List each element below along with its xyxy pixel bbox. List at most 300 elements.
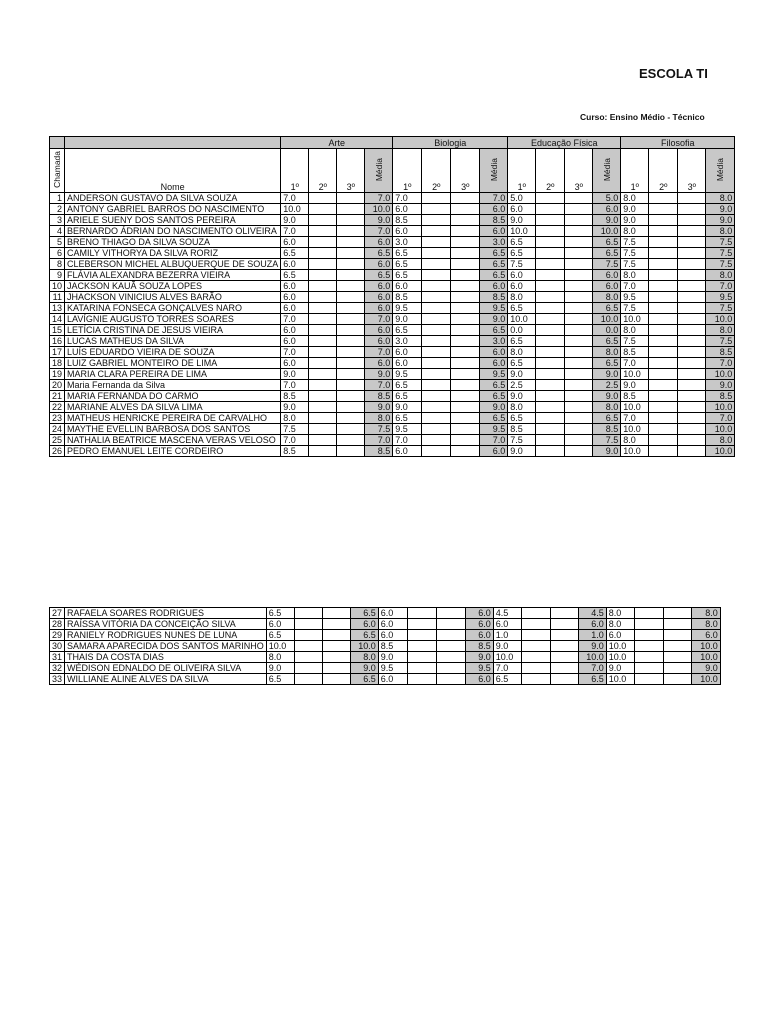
- grade-term-2: [309, 369, 337, 380]
- student-name: ANDERSON GUSTAVO DA SILVA SOUZA: [65, 193, 281, 204]
- grade-term-3: [322, 674, 350, 685]
- grade-term-3: [550, 641, 578, 652]
- grade-term-1: 6.5: [508, 237, 536, 248]
- media-label: Média: [373, 157, 384, 182]
- grade-term-2: [536, 226, 565, 237]
- grade-term-1: 9.5: [393, 424, 422, 435]
- grade-term-2: [536, 391, 565, 402]
- grade-average: 6.0: [465, 630, 493, 641]
- grade-term-2: [422, 303, 451, 314]
- grade-average: 8.5: [480, 292, 508, 303]
- term-header: 3º: [565, 149, 593, 193]
- grade-term-3: [337, 314, 365, 325]
- grade-term-2: [422, 215, 451, 226]
- grade-term-3: [565, 303, 593, 314]
- grade-term-3: [337, 259, 365, 270]
- grade-average: 10.0: [350, 641, 378, 652]
- grade-term-2: [309, 193, 337, 204]
- grade-term-1: 7.0: [393, 193, 422, 204]
- grade-average: 9.0: [465, 652, 493, 663]
- grade-term-3: [678, 248, 706, 259]
- grade-term-2: [649, 369, 678, 380]
- grade-average: 9.0: [706, 204, 735, 215]
- grade-term-1: 9.5: [621, 292, 649, 303]
- grade-term-3: [565, 380, 593, 391]
- grade-term-1: 9.5: [393, 303, 422, 314]
- grade-term-2: [309, 292, 337, 303]
- grade-term-2: [309, 424, 337, 435]
- grade-term-2: [309, 413, 337, 424]
- grade-term-1: 6.5: [508, 336, 536, 347]
- grade-term-1: 8.0: [508, 292, 536, 303]
- roll-number: 26: [50, 446, 65, 457]
- grade-term-2: [634, 652, 663, 663]
- grade-term-1: 6.5: [508, 303, 536, 314]
- student-row: [50, 270, 735, 281]
- grade-average: 6.0: [465, 619, 493, 630]
- grade-term-3: [451, 402, 480, 413]
- grade-average: 6.5: [365, 270, 393, 281]
- student-name: ANTONY GABRIEL BARROS DO NASCIMENTO: [65, 204, 281, 215]
- grade-term-3: [451, 391, 480, 402]
- grade-average: 8.0: [365, 413, 393, 424]
- grade-term-3: [337, 435, 365, 446]
- header-blank: [65, 137, 281, 149]
- grade-term-2: [309, 435, 337, 446]
- grade-average: 7.5: [706, 259, 735, 270]
- grade-term-2: [536, 424, 565, 435]
- grade-term-1: 9.0: [606, 663, 634, 674]
- grade-average: 10.0: [593, 314, 621, 325]
- student-row: [50, 193, 735, 204]
- student-name: RAÍSSA VITÓRIA DA CONCEIÇÃO SILVA: [65, 619, 267, 630]
- grade-term-1: 6.0: [606, 630, 634, 641]
- term-header: 3º: [451, 149, 480, 193]
- grade-term-2: [521, 663, 550, 674]
- grade-term-1: 10.0: [508, 226, 536, 237]
- grade-term-2: [649, 446, 678, 457]
- grade-term-3: [565, 204, 593, 215]
- grade-average: 6.0: [691, 630, 720, 641]
- grade-term-3: [451, 358, 480, 369]
- grade-term-3: [678, 237, 706, 248]
- grade-average: 6.0: [465, 674, 493, 685]
- grade-average: 7.0: [480, 193, 508, 204]
- grade-term-3: [451, 215, 480, 226]
- grade-term-1: 8.5: [378, 641, 407, 652]
- grade-average: 7.0: [365, 226, 393, 237]
- grade-term-2: [649, 391, 678, 402]
- grade-term-2: [294, 608, 322, 619]
- grade-average: 8.0: [706, 325, 735, 336]
- grade-term-3: [678, 358, 706, 369]
- grade-term-2: [649, 226, 678, 237]
- student-row: [50, 608, 721, 619]
- student-name: ARIELE SUENY DOS SANTOS PEREIRA: [65, 215, 281, 226]
- student-row: [50, 204, 735, 215]
- grade-term-1: 7.0: [493, 663, 521, 674]
- grade-average: 6.0: [480, 446, 508, 457]
- grade-term-2: [521, 619, 550, 630]
- media-header: [706, 149, 735, 193]
- grade-term-1: 10.0: [281, 204, 309, 215]
- roll-number: 1: [50, 193, 65, 204]
- grade-term-2: [422, 259, 451, 270]
- grade-term-3: [436, 630, 465, 641]
- grade-term-3: [565, 193, 593, 204]
- grade-average: 6.0: [480, 281, 508, 292]
- grade-average: 10.0: [706, 369, 735, 380]
- grade-average: 4.5: [578, 608, 606, 619]
- grade-term-3: [678, 259, 706, 270]
- grades-table-top: [49, 136, 735, 457]
- term-header: 2º: [649, 149, 678, 193]
- grade-term-2: [407, 608, 436, 619]
- grade-term-2: [294, 663, 322, 674]
- grade-average: 10.0: [706, 424, 735, 435]
- grade-average: 7.5: [593, 259, 621, 270]
- grade-average: 6.5: [350, 674, 378, 685]
- grade-average: 10.0: [691, 652, 720, 663]
- grade-term-1: 6.0: [393, 446, 422, 457]
- grade-term-3: [663, 652, 691, 663]
- student-row: [50, 336, 735, 347]
- grade-term-2: [309, 270, 337, 281]
- grade-term-1: 8.0: [606, 608, 634, 619]
- grade-term-1: 4.5: [493, 608, 521, 619]
- grade-term-2: [294, 641, 322, 652]
- grade-term-2: [422, 424, 451, 435]
- grade-term-2: [536, 402, 565, 413]
- grade-term-3: [678, 303, 706, 314]
- grade-term-2: [422, 347, 451, 358]
- student-name: LUIZ GABRIEL MONTEIRO DE LIMA: [65, 358, 281, 369]
- media-label: Média: [488, 157, 499, 182]
- grade-term-3: [451, 424, 480, 435]
- grade-term-1: 10.0: [621, 369, 649, 380]
- grade-term-2: [536, 435, 565, 446]
- grade-term-2: [309, 248, 337, 259]
- grade-average: 6.0: [593, 204, 621, 215]
- term-header: 1º: [621, 149, 649, 193]
- term-header: 1º: [281, 149, 309, 193]
- student-row: [50, 314, 735, 325]
- grade-term-1: 9.0: [621, 215, 649, 226]
- grade-term-3: [337, 193, 365, 204]
- grade-average: 8.0: [593, 292, 621, 303]
- grade-term-1: 6.0: [378, 674, 407, 685]
- grade-term-1: 6.5: [281, 248, 309, 259]
- grade-term-1: 10.0: [621, 314, 649, 325]
- grade-average: 9.0: [593, 391, 621, 402]
- grade-term-3: [337, 358, 365, 369]
- grade-average: 6.0: [465, 608, 493, 619]
- grade-average: 7.0: [365, 314, 393, 325]
- grade-average: 9.0: [706, 380, 735, 391]
- student-name: WÉDISON EDNALDO DE OLIVEIRA SILVA: [65, 663, 267, 674]
- grade-average: 6.5: [480, 325, 508, 336]
- grade-term-1: 10.0: [621, 402, 649, 413]
- grade-term-3: [451, 259, 480, 270]
- chamada-header: [50, 149, 65, 193]
- grade-average: 6.5: [593, 413, 621, 424]
- grade-term-3: [322, 630, 350, 641]
- students-body-top: [50, 193, 735, 457]
- grade-average: 8.5: [480, 215, 508, 226]
- grade-average: 7.0: [365, 380, 393, 391]
- roll-number: 21: [50, 391, 65, 402]
- grade-term-1: 10.0: [606, 641, 634, 652]
- grade-term-1: 6.5: [266, 630, 294, 641]
- grade-average: 7.5: [593, 435, 621, 446]
- grade-average: 8.5: [365, 391, 393, 402]
- student-row: [50, 347, 735, 358]
- grade-average: 9.0: [480, 314, 508, 325]
- grade-term-2: [536, 215, 565, 226]
- grade-term-3: [337, 281, 365, 292]
- grade-term-3: [678, 435, 706, 446]
- grade-term-2: [422, 193, 451, 204]
- grade-average: 6.0: [365, 292, 393, 303]
- grade-term-2: [536, 314, 565, 325]
- grade-average: 6.5: [480, 391, 508, 402]
- grade-term-3: [663, 663, 691, 674]
- grade-term-2: [634, 619, 663, 630]
- roll-number: 9: [50, 270, 65, 281]
- grade-term-1: 6.0: [393, 281, 422, 292]
- roll-number: 14: [50, 314, 65, 325]
- grade-term-2: [309, 281, 337, 292]
- grade-term-3: [663, 641, 691, 652]
- student-name: JHACKSON VINICIUS ALVES BARÃO: [65, 292, 281, 303]
- grade-term-2: [309, 325, 337, 336]
- grade-average: 6.5: [578, 674, 606, 685]
- grade-term-3: [678, 226, 706, 237]
- grade-term-3: [451, 292, 480, 303]
- grade-average: 2.5: [593, 380, 621, 391]
- grade-term-3: [663, 630, 691, 641]
- roll-number: 27: [50, 608, 65, 619]
- grade-average: 6.0: [593, 270, 621, 281]
- grade-term-1: 9.0: [621, 380, 649, 391]
- grade-term-1: 7.0: [621, 281, 649, 292]
- students-body-bottom: [50, 608, 721, 685]
- grade-average: 9.0: [593, 215, 621, 226]
- grade-term-3: [663, 608, 691, 619]
- student-name: THAIS DA COSTA DIAS: [65, 652, 267, 663]
- grade-term-2: [521, 674, 550, 685]
- roll-number: 2: [50, 204, 65, 215]
- grade-term-3: [565, 314, 593, 325]
- grade-term-3: [451, 347, 480, 358]
- grade-average: 8.0: [593, 347, 621, 358]
- grade-term-1: 7.5: [621, 237, 649, 248]
- grade-average: 7.5: [706, 303, 735, 314]
- school-title: ESCOLA TI: [639, 66, 708, 81]
- grade-term-3: [451, 237, 480, 248]
- grade-term-3: [565, 215, 593, 226]
- grade-term-3: [337, 325, 365, 336]
- grade-term-2: [422, 380, 451, 391]
- roll-number: 10: [50, 281, 65, 292]
- grade-term-1: 7.0: [281, 347, 309, 358]
- grade-average: 8.5: [706, 347, 735, 358]
- grade-term-1: 10.0: [621, 424, 649, 435]
- grade-term-2: [649, 193, 678, 204]
- student-name: LUÍS EDUARDO VIEIRA DE SOUZA: [65, 347, 281, 358]
- grade-term-2: [536, 325, 565, 336]
- term-header: 2º: [309, 149, 337, 193]
- student-row: [50, 237, 735, 248]
- grade-term-3: [322, 652, 350, 663]
- grade-term-3: [436, 619, 465, 630]
- student-row: [50, 652, 721, 663]
- grade-term-3: [565, 391, 593, 402]
- grade-term-3: [565, 413, 593, 424]
- grade-term-1: 9.5: [378, 663, 407, 674]
- roll-number: 23: [50, 413, 65, 424]
- grade-term-3: [436, 652, 465, 663]
- grade-term-2: [536, 204, 565, 215]
- grade-term-3: [550, 652, 578, 663]
- grade-average: 1.0: [578, 630, 606, 641]
- student-row: [50, 248, 735, 259]
- grade-average: 8.0: [350, 652, 378, 663]
- student-name: RANIELY RODRIGUES NUNES DE LUNA: [65, 630, 267, 641]
- grade-term-2: [521, 652, 550, 663]
- grade-average: 7.0: [578, 663, 606, 674]
- grade-term-2: [649, 325, 678, 336]
- roll-number: 8: [50, 259, 65, 270]
- term-header: 1º: [508, 149, 536, 193]
- roll-number: 17: [50, 347, 65, 358]
- grade-average: 10.0: [365, 204, 393, 215]
- grade-term-3: [451, 435, 480, 446]
- grade-term-1: 6.5: [508, 358, 536, 369]
- media-label: Média: [601, 157, 612, 182]
- grade-term-3: [678, 402, 706, 413]
- grade-average: 9.0: [593, 446, 621, 457]
- grade-term-1: 9.0: [508, 215, 536, 226]
- grade-term-3: [678, 424, 706, 435]
- grade-term-2: [309, 336, 337, 347]
- roll-number: 11: [50, 292, 65, 303]
- grade-term-2: [536, 369, 565, 380]
- grade-average: 9.0: [365, 369, 393, 380]
- grade-term-3: [565, 369, 593, 380]
- grade-term-3: [337, 204, 365, 215]
- grade-average: 10.0: [691, 641, 720, 652]
- grade-average: 8.0: [706, 270, 735, 281]
- grade-term-3: [436, 663, 465, 674]
- student-name: LETÍCIA CRISTINA DE JESUS VIEIRA: [65, 325, 281, 336]
- grade-term-2: [309, 380, 337, 391]
- grade-average: 8.0: [706, 435, 735, 446]
- grade-average: 7.0: [706, 358, 735, 369]
- media-header: [593, 149, 621, 193]
- grade-term-1: 8.0: [621, 325, 649, 336]
- grade-term-2: [422, 413, 451, 424]
- grade-average: 8.0: [691, 619, 720, 630]
- grade-term-1: 6.0: [378, 608, 407, 619]
- grade-term-1: 7.0: [281, 193, 309, 204]
- student-row: [50, 674, 721, 685]
- grade-term-2: [634, 674, 663, 685]
- grade-term-3: [337, 369, 365, 380]
- term-header: 1º: [393, 149, 422, 193]
- grade-term-3: [565, 281, 593, 292]
- grade-term-2: [649, 347, 678, 358]
- student-row: [50, 215, 735, 226]
- student-row: [50, 281, 735, 292]
- grade-average: 8.5: [365, 446, 393, 457]
- grade-average: 9.0: [593, 369, 621, 380]
- grade-term-1: 6.5: [393, 325, 422, 336]
- grade-average: 6.0: [480, 358, 508, 369]
- grade-term-2: [309, 446, 337, 457]
- student-name: WILLIANE ALINE ALVES DA SILVA: [65, 674, 267, 685]
- grade-average: 9.0: [578, 641, 606, 652]
- grade-term-1: 6.0: [493, 619, 521, 630]
- grade-term-3: [436, 608, 465, 619]
- grade-average: 6.5: [593, 358, 621, 369]
- grade-term-1: 8.5: [508, 424, 536, 435]
- roll-number: 16: [50, 336, 65, 347]
- grade-term-1: 6.0: [508, 204, 536, 215]
- grade-term-2: [649, 336, 678, 347]
- grade-term-2: [649, 402, 678, 413]
- grade-term-1: 9.0: [281, 402, 309, 413]
- grade-term-2: [422, 402, 451, 413]
- roll-number: 5: [50, 237, 65, 248]
- grade-term-3: [678, 446, 706, 457]
- grade-term-1: 8.0: [621, 435, 649, 446]
- grade-average: 7.0: [365, 435, 393, 446]
- grade-term-1: 7.0: [621, 413, 649, 424]
- grade-term-2: [649, 259, 678, 270]
- student-name: MARIANE ALVES DA SILVA LIMA: [65, 402, 281, 413]
- grade-term-1: 6.0: [281, 237, 309, 248]
- student-name: SAMARA APARECIDA DOS SANTOS MARINHO: [65, 641, 267, 652]
- grade-term-1: 6.5: [393, 380, 422, 391]
- grade-term-1: 6.0: [393, 204, 422, 215]
- grade-term-1: 6.5: [393, 259, 422, 270]
- grade-term-1: 1.0: [493, 630, 521, 641]
- student-row: [50, 358, 735, 369]
- roll-number: 31: [50, 652, 65, 663]
- grade-term-2: [294, 652, 322, 663]
- roll-number: 19: [50, 369, 65, 380]
- grade-average: 8.0: [593, 402, 621, 413]
- grade-term-3: [337, 380, 365, 391]
- grade-term-2: [536, 248, 565, 259]
- grade-term-2: [422, 336, 451, 347]
- grade-average: 6.5: [480, 248, 508, 259]
- grade-average: 9.5: [465, 663, 493, 674]
- grade-average: 8.5: [465, 641, 493, 652]
- grade-term-1: 9.0: [378, 652, 407, 663]
- grade-term-3: [337, 413, 365, 424]
- grade-term-1: 8.0: [508, 402, 536, 413]
- grade-average: 8.5: [593, 424, 621, 435]
- grade-term-1: 7.0: [281, 435, 309, 446]
- grade-term-1: 3.0: [393, 237, 422, 248]
- roll-number: 30: [50, 641, 65, 652]
- term-header: 2º: [422, 149, 451, 193]
- grade-term-1: 7.5: [621, 336, 649, 347]
- grade-term-2: [536, 303, 565, 314]
- subject-header-arte: Arte: [281, 137, 393, 149]
